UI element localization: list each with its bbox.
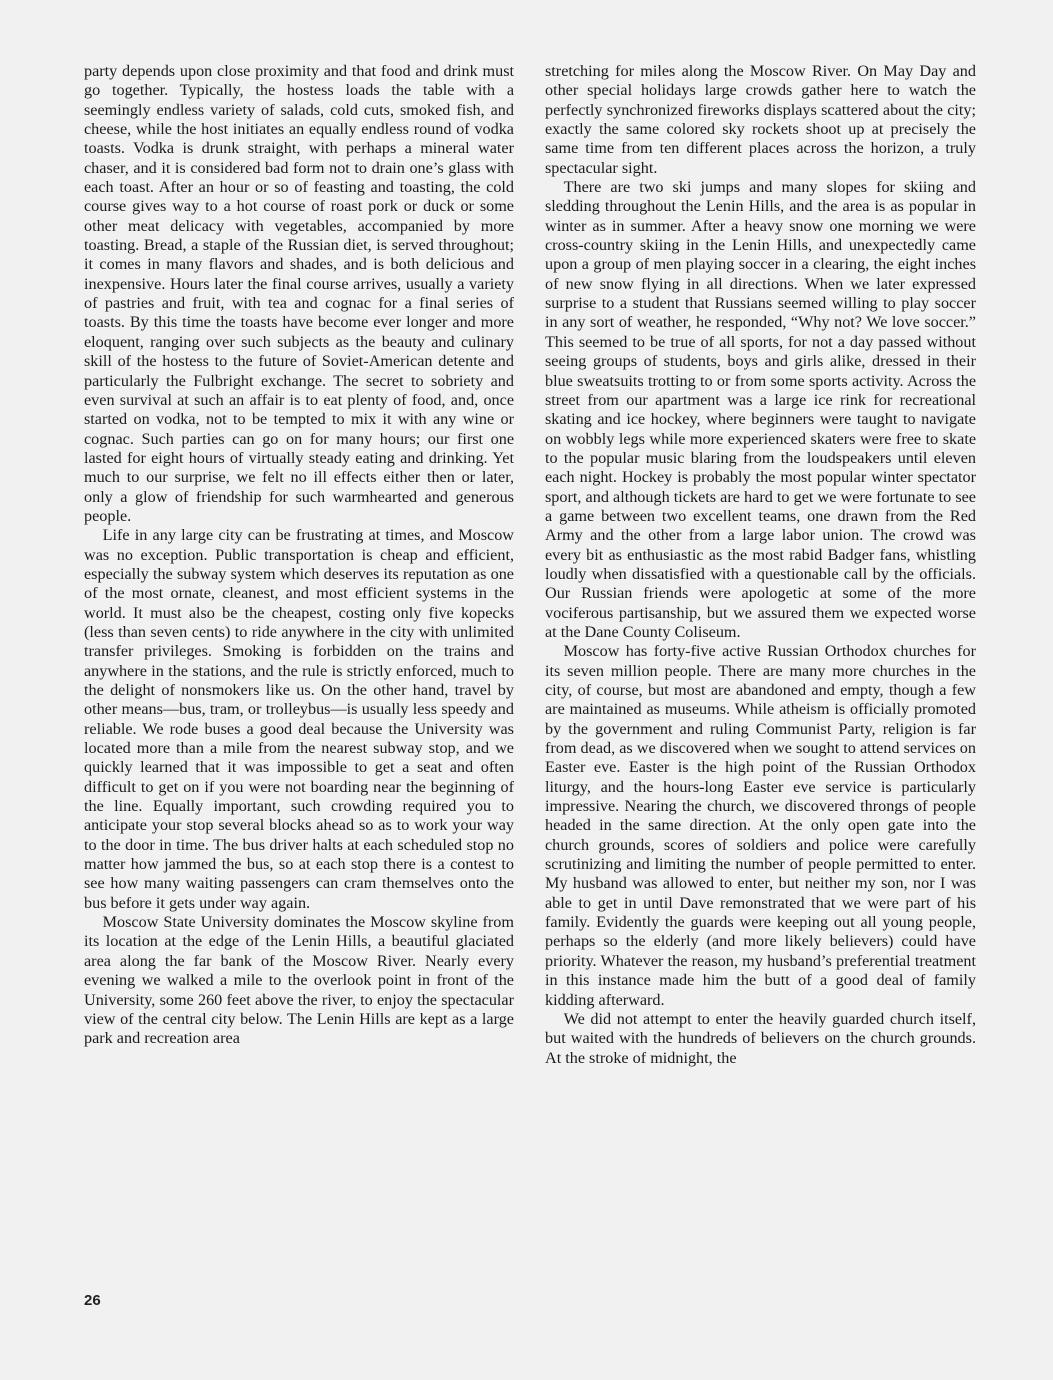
paragraph: We did not attempt to enter the heavily guarded church itself, but waited with the hundreds of believers on the church grounds. At the stroke of midnight, the: [545, 1009, 976, 1067]
page-number: 26: [84, 1292, 101, 1309]
paragraph: stretching for miles along the Moscow River. On May Day and other special holidays large crowds gather here to watch the perfectly synchronized fireworks displays scattered about the city; exactly the same colored sky rockets shoot up at precisely the same time from ten different places across the horizon, a truly spectacular sight.: [545, 62, 976, 177]
left-column: [84, 62, 514, 1049]
paragraph: Moscow has forty-five active Russian Orthodox churches for its seven million people. There are many more churches in the city, of course, but most are abandoned and empty, though a few are maintained as museums. While atheism is officially promoted by the government and ruling Communist Party, religion is far from dead, as we discovered when we sought to attend services on Easter eve. Easter is the high point of the Russian Orthodox liturgy, and the hours-long Easter eve service is particularly impressive. Nearing the church, we discovered throngs of people headed in the same direction. At the only open gate into the church grounds, scores of soldiers and police were carefully scrutinizing and limiting the number of people permitted to enter. My husband was allowed to enter, but neither my son, nor I was able to get in until Dave remonstrated that we were part of his family. Evidently the guards were keeping out all young people, perhaps so the elderly (and more likely believers) could have priority. Whatever the reason, my husband’s preferential treatment in this instance made him the butt of a good deal of family kidding afterward.: [545, 642, 976, 1009]
paragraph: There are two ski jumps and many slopes for skiing and sledding throughout the Lenin Hills, and the area is as popular in winter as in summer. After a heavy snow one morning we were cross-country skiing in the Lenin Hills, and unexpectedly came upon a group of men playing soccer in a clearing, the eight inches of new snow flying in all directions. When we later expressed surprise to a student that Russians seemed willing to play soccer in any sort of weather, he responded, “Why not? We love soccer.” This seemed to be true of all sports, for not a day passed without seeing groups of students, boys and girls alike, dressed in their blue sweatsuits trotting to or from some sports activity. Across the street from our apartment was a large ice rink for recreational skating and ice hockey, where beginners were taught to navigate on wobbly legs while more experienced skaters were free to skate to the popular music blaring from the loudspeakers until eleven each night. Hockey is probably the most popular winter spectator sport, and although tickets are hard to get we were fortunate to see a game between two excellent teams, one drawn from the Red Army and the other from a large labor union. The crowd was every bit as enthusiastic as the most rabid Badger fans, whistling loudly when dissatisfied with a questionable call by the officials. Our Russian friends were apologetic at some of the more vociferous partisanship, but we assured them we expected worse at the Dane County Coliseum.: [545, 178, 976, 641]
right-column: [545, 62, 976, 1068]
paragraph: Life in any large city can be frustrating at times, and Moscow was no exception. Public transportation is cheap and efficient, especially the subway system which deserves its reputation as one of the most ornate, cleanest, and most efficient systems in the world. It must also be the cheapest, costing only five kopecks (less than seven cents) to ride anywhere in the city with unlimited transfer privileges. Smoking is forbidden on the trains and anywhere in the stations, and the rule is strictly enforced, much to the delight of nonsmokers like us. On the other hand, travel by other means—bus, tram, or trolleybus—is usually less speedy and reliable. We rode buses a good deal because the University was located more than a mile from the nearest subway stop, and we quickly learned that it was impossible to get a seat and often difficult to get on if you were not boarding near the beginning of the line. Equally important, such crowding required you to anticipate your stop several blocks ahead so as to work your way to the door in time. The bus driver halts at each scheduled stop no matter how jammed the bus, so at each stop there is a contest to see how many waiting passengers can cram themselves onto the bus before it gets under way again.: [84, 526, 514, 912]
paragraph: party depends upon close proximity and that food and drink must go together. Typically, the hostess loads the table with a seemingly endless variety of salads, cold cuts, smoked fish, and cheese, while the host initiates an equally endless round of vodka toasts. Vodka is drunk straight, with perhaps a mineral water chaser, and it is considered bad form not to drain one’s glass with each toast. After an hour or so of feasting and toasting, the cold course gives way to a hot course of roast pork or duck or some other meat delicacy with vegetables, accompanied by more toasting. Bread, a staple of the Russian diet, is served throughout; it comes in many flavors and shades, and is both delicious and inexpensive. Hours later the final course arrives, usually a variety of pastries and fruit, with tea and cognac for a final series of toasts. By this time the toasts have become ever longer and more eloquent, ranging over such subjects as the beauty and culinary skill of the hostess to the future of Soviet-American detente and particularly the Fulbright exchange. The secret to sobriety and even survival at such an affair is to eat plenty of food, and, once started on vodka, not to be tempted to mix it with any wine or cognac. Such parties can go on for many hours; our first one lasted for eight hours of virtually steady eating and drinking. Yet much to our surprise, we felt no ill effects either then or later, only a glow of friendship for such warmhearted and generous people.: [84, 62, 514, 525]
paragraph: Moscow State University dominates the Moscow skyline from its location at the edge of the Lenin Hills, a beautiful glaciated area along the far bank of the Moscow River. Nearly every evening we walked a mile to the overlook point in front of the University, some 260 feet above the river, to enjoy the spectacular view of the central city below. The Lenin Hills are kept as a large park and recreation area: [84, 913, 514, 1048]
